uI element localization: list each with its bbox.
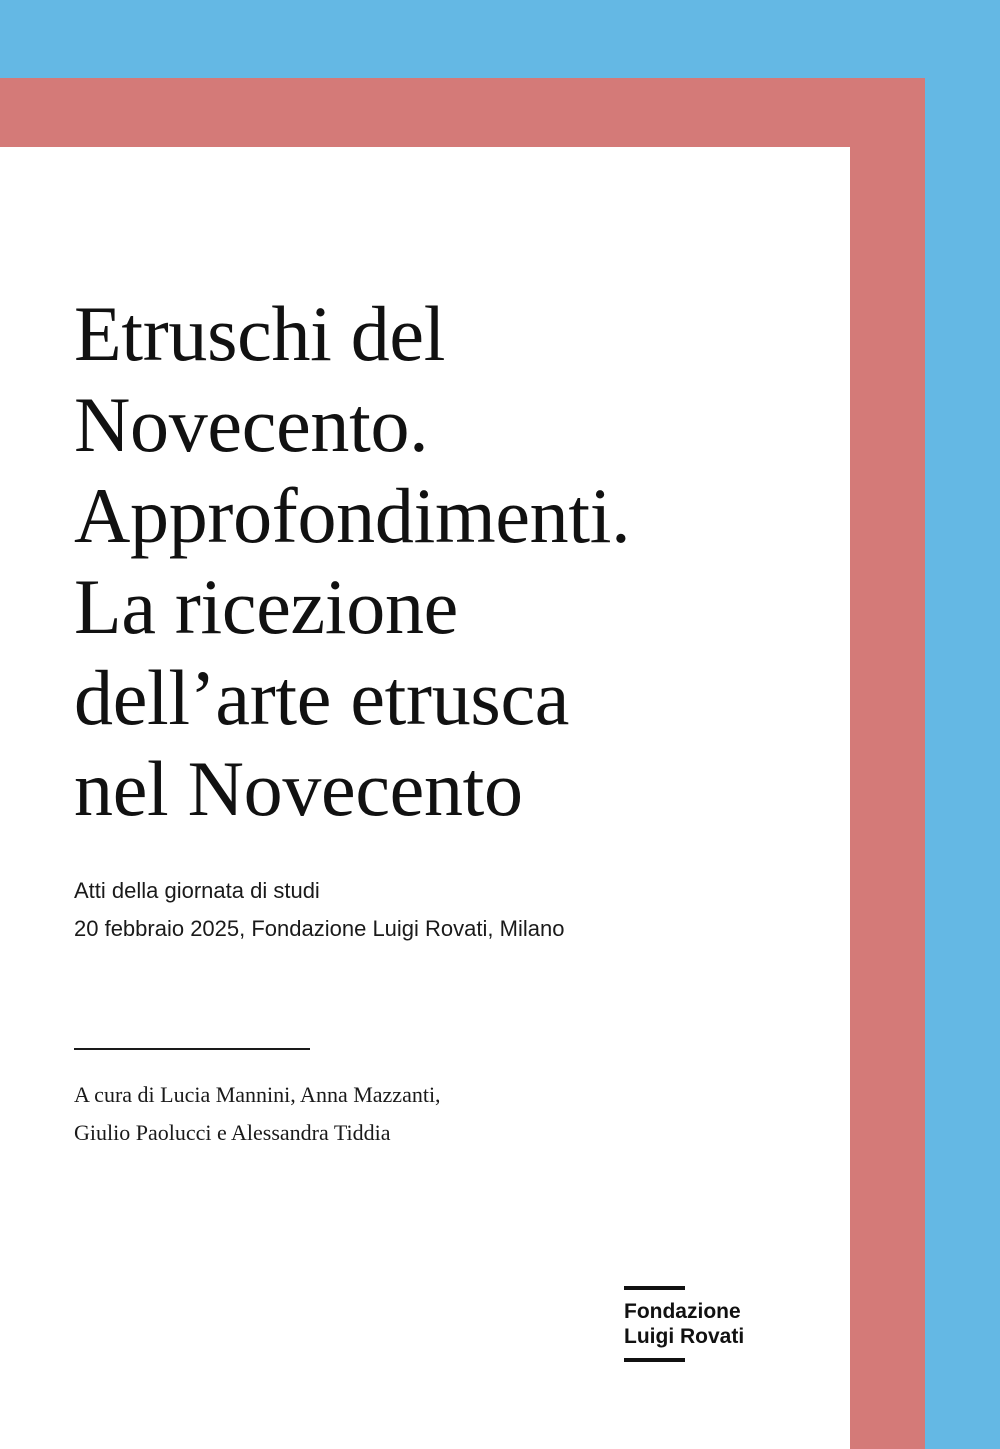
logo-wordmark bbox=[624, 1299, 774, 1349]
editors-line: Giulio Paolucci e Alessandra Tiddia bbox=[74, 1120, 391, 1145]
title-line: nel Novecento bbox=[74, 745, 523, 832]
title-line: La ricezione bbox=[74, 563, 458, 650]
title-line: Approfondimenti. bbox=[74, 472, 631, 559]
editors-credit bbox=[74, 1076, 441, 1152]
subtitle-line: 20 febbraio 2025, Fondazione Luigi Rovati, Milano bbox=[74, 916, 565, 941]
book-title bbox=[74, 288, 630, 834]
logo-line: Luigi Rovati bbox=[624, 1325, 745, 1348]
editors-line: A cura di Lucia Mannini, Anna Mazzanti, bbox=[74, 1082, 441, 1107]
subtitle-line: Atti della giornata di studi bbox=[74, 878, 320, 903]
publisher-logo bbox=[624, 1286, 774, 1362]
title-line: dell’arte etrusca bbox=[74, 654, 570, 741]
divider-rule bbox=[74, 1048, 310, 1050]
title-line: Novecento. bbox=[74, 381, 429, 468]
logo-line: Fondazione bbox=[624, 1300, 741, 1323]
logo-top-bar bbox=[624, 1286, 685, 1290]
title-line: Etruschi del bbox=[74, 290, 446, 377]
logo-bottom-bar bbox=[624, 1358, 685, 1362]
book-subtitle bbox=[74, 872, 564, 948]
